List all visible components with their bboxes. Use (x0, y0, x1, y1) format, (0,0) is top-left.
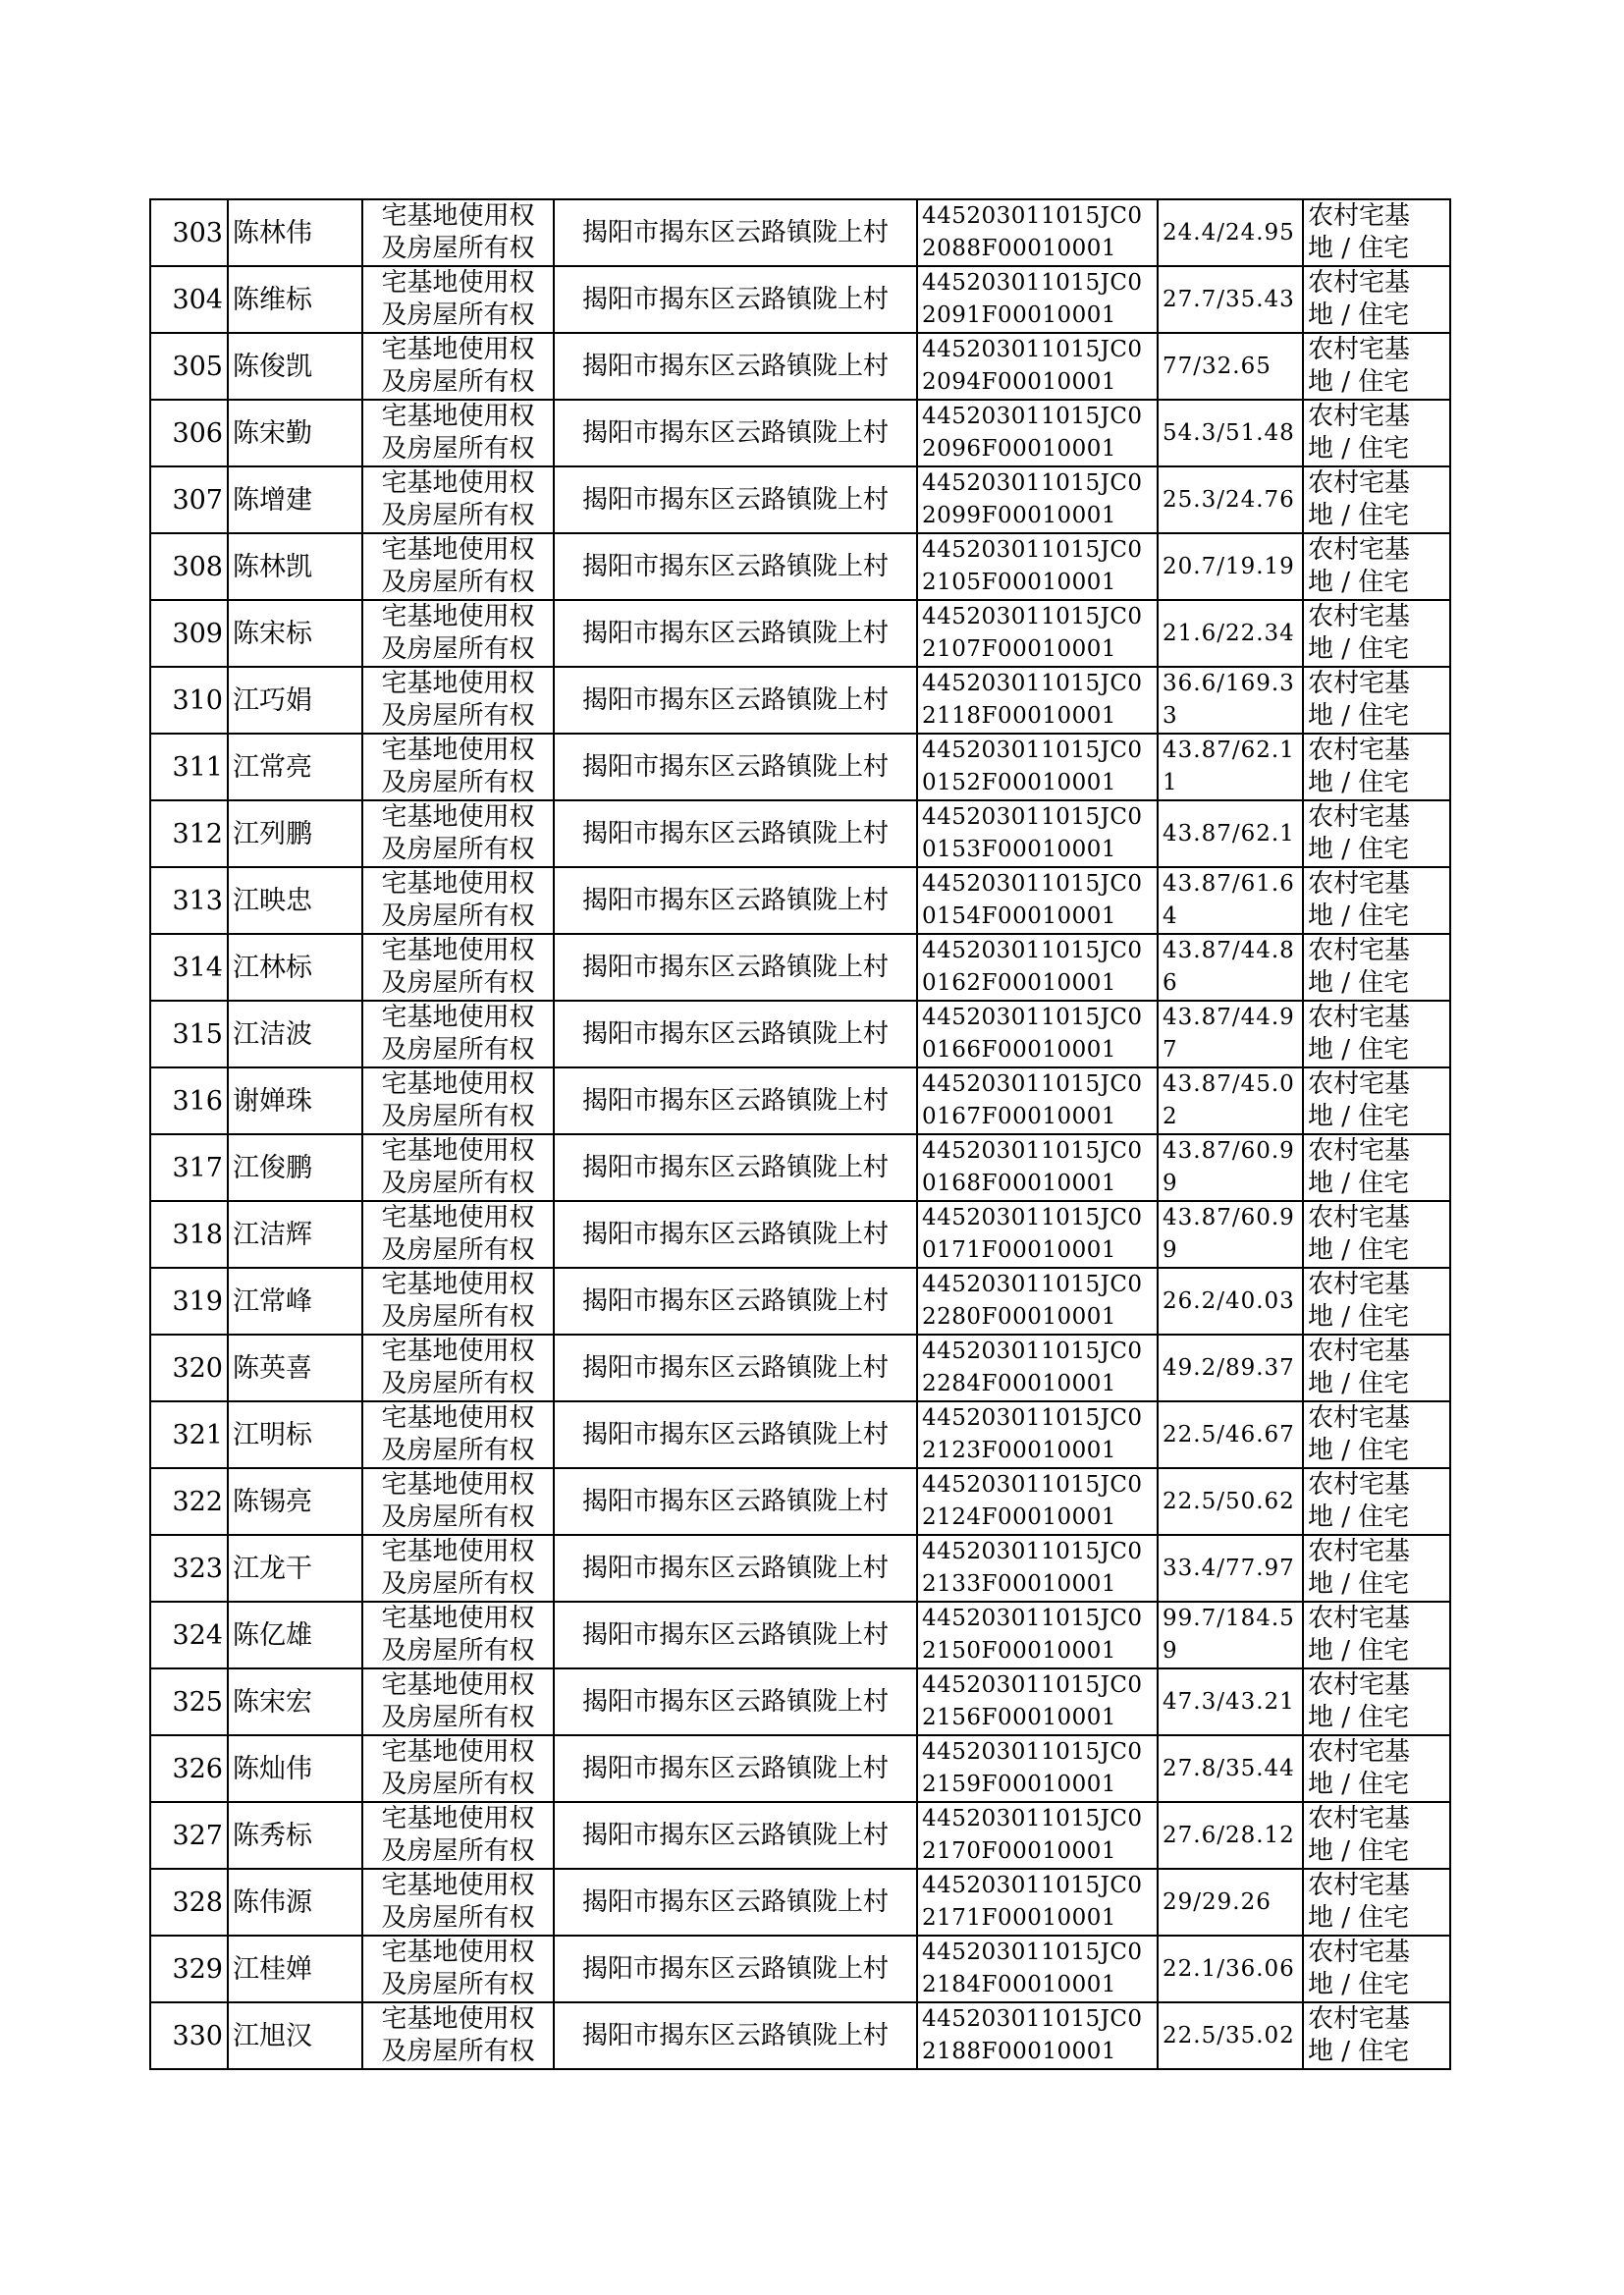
table-row (150, 800, 1450, 867)
table-row (150, 934, 1450, 1001)
location-cell: 揭阳市揭东区云路镇陇上村 (554, 400, 917, 466)
land-use-cell: 农村宅基 地 / 住宅 (1303, 266, 1450, 333)
area-cell: 43.87/61.64 (1158, 867, 1303, 934)
record-number-cell: 324 (150, 1602, 228, 1668)
location-cell: 揭阳市揭东区云路镇陇上村 (554, 867, 917, 934)
owner-name-cell: 江常亮 (228, 734, 362, 800)
unit-code-cell: 445203011015JC02099F00010001 (917, 466, 1158, 533)
location-cell: 揭阳市揭东区云路镇陇上村 (554, 266, 917, 333)
record-number-cell: 309 (150, 600, 228, 667)
land-use-cell: 农村宅基 地 / 住宅 (1303, 466, 1450, 533)
area-cell: 20.7/19.19 (1158, 533, 1303, 600)
owner-name-cell: 陈林伟 (228, 199, 362, 266)
table-row (150, 1134, 1450, 1201)
location-cell: 揭阳市揭东区云路镇陇上村 (554, 199, 917, 266)
table-row (150, 466, 1450, 533)
unit-code-cell: 445203011015JC02150F00010001 (917, 1602, 1158, 1668)
right-type-cell: 宅基地使用权 及房屋所有权 (362, 1268, 554, 1335)
land-use-cell: 农村宅基 地 / 住宅 (1303, 600, 1450, 667)
area-cell: 21.6/22.34 (1158, 600, 1303, 667)
record-number-cell: 308 (150, 533, 228, 600)
location-cell: 揭阳市揭东区云路镇陇上村 (554, 734, 917, 800)
owner-name-cell: 陈伟源 (228, 1869, 362, 1936)
right-type-cell: 宅基地使用权 及房屋所有权 (362, 1735, 554, 1802)
right-type-cell: 宅基地使用权 及房屋所有权 (362, 867, 554, 934)
record-number-cell: 320 (150, 1335, 228, 1401)
location-cell: 揭阳市揭东区云路镇陇上村 (554, 1735, 917, 1802)
right-type-cell: 宅基地使用权 及房屋所有权 (362, 533, 554, 600)
record-number-cell: 323 (150, 1535, 228, 1602)
record-number-cell: 305 (150, 333, 228, 400)
location-cell: 揭阳市揭东区云路镇陇上村 (554, 1468, 917, 1535)
unit-code-cell: 445203011015JC02280F00010001 (917, 1268, 1158, 1335)
record-number-cell: 327 (150, 1802, 228, 1869)
table-row (150, 1468, 1450, 1535)
unit-code-cell: 445203011015JC02184F00010001 (917, 1936, 1158, 2002)
unit-code-cell: 445203011015JC00166F00010001 (917, 1001, 1158, 1067)
owner-name-cell: 陈宋标 (228, 600, 362, 667)
table-body (150, 199, 1450, 2069)
land-use-cell: 农村宅基 地 / 住宅 (1303, 1735, 1450, 1802)
land-use-cell: 农村宅基 地 / 住宅 (1303, 1335, 1450, 1401)
right-type-cell: 宅基地使用权 及房屋所有权 (362, 934, 554, 1001)
area-cell: 22.5/35.02 (1158, 2002, 1303, 2069)
record-number-cell: 321 (150, 1401, 228, 1468)
land-use-cell: 农村宅基 地 / 住宅 (1303, 867, 1450, 934)
land-use-cell: 农村宅基 地 / 住宅 (1303, 199, 1450, 266)
table-row (150, 1067, 1450, 1134)
area-cell: 29/29.26 (1158, 1869, 1303, 1936)
right-type-cell: 宅基地使用权 及房屋所有权 (362, 1535, 554, 1602)
owner-name-cell: 江列鹏 (228, 800, 362, 867)
owner-name-cell: 陈灿伟 (228, 1735, 362, 1802)
table-row (150, 734, 1450, 800)
record-number-cell: 326 (150, 1735, 228, 1802)
location-cell: 揭阳市揭东区云路镇陇上村 (554, 1268, 917, 1335)
table-row (150, 1268, 1450, 1335)
unit-code-cell: 445203011015JC02105F00010001 (917, 533, 1158, 600)
location-cell: 揭阳市揭东区云路镇陇上村 (554, 667, 917, 734)
table-row (150, 199, 1450, 266)
right-type-cell: 宅基地使用权 及房屋所有权 (362, 1802, 554, 1869)
right-type-cell: 宅基地使用权 及房屋所有权 (362, 1335, 554, 1401)
land-use-cell: 农村宅基 地 / 住宅 (1303, 1802, 1450, 1869)
land-use-cell: 农村宅基 地 / 住宅 (1303, 1134, 1450, 1201)
location-cell: 揭阳市揭东区云路镇陇上村 (554, 1134, 917, 1201)
location-cell: 揭阳市揭东区云路镇陇上村 (554, 600, 917, 667)
area-cell: 77/32.65 (1158, 333, 1303, 400)
area-cell: 43.87/62.1 (1158, 800, 1303, 867)
owner-name-cell: 陈宋勤 (228, 400, 362, 466)
record-number-cell: 319 (150, 1268, 228, 1335)
right-type-cell: 宅基地使用权 及房屋所有权 (362, 1134, 554, 1201)
land-use-cell: 农村宅基 地 / 住宅 (1303, 533, 1450, 600)
unit-code-cell: 445203011015JC00162F00010001 (917, 934, 1158, 1001)
record-number-cell: 306 (150, 400, 228, 466)
area-cell: 22.5/50.62 (1158, 1468, 1303, 1535)
table-row (150, 600, 1450, 667)
right-type-cell: 宅基地使用权 及房屋所有权 (362, 800, 554, 867)
location-cell: 揭阳市揭东区云路镇陇上村 (554, 1201, 917, 1268)
owner-name-cell: 江桂婵 (228, 1936, 362, 2002)
location-cell: 揭阳市揭东区云路镇陇上村 (554, 1335, 917, 1401)
right-type-cell: 宅基地使用权 及房屋所有权 (362, 1001, 554, 1067)
area-cell: 99.7/184.59 (1158, 1602, 1303, 1668)
right-type-cell: 宅基地使用权 及房屋所有权 (362, 667, 554, 734)
right-type-cell: 宅基地使用权 及房屋所有权 (362, 1067, 554, 1134)
record-number-cell: 329 (150, 1936, 228, 2002)
owner-name-cell: 江龙干 (228, 1535, 362, 1602)
table-row (150, 1401, 1450, 1468)
table-row (150, 2002, 1450, 2069)
land-use-cell: 农村宅基 地 / 住宅 (1303, 1668, 1450, 1735)
location-cell: 揭阳市揭东区云路镇陇上村 (554, 1067, 917, 1134)
land-use-cell: 农村宅基 地 / 住宅 (1303, 1936, 1450, 2002)
owner-name-cell: 陈亿雄 (228, 1602, 362, 1668)
land-use-cell: 农村宅基 地 / 住宅 (1303, 1535, 1450, 1602)
area-cell: 54.3/51.48 (1158, 400, 1303, 466)
right-type-cell: 宅基地使用权 及房屋所有权 (362, 734, 554, 800)
land-use-cell: 农村宅基 地 / 住宅 (1303, 1201, 1450, 1268)
unit-code-cell: 445203011015JC00167F00010001 (917, 1067, 1158, 1134)
unit-code-cell: 445203011015JC02124F00010001 (917, 1468, 1158, 1535)
owner-name-cell: 江巧娟 (228, 667, 362, 734)
area-cell: 24.4/24.95 (1158, 199, 1303, 266)
record-number-cell: 316 (150, 1067, 228, 1134)
location-cell: 揭阳市揭东区云路镇陇上村 (554, 1936, 917, 2002)
land-use-cell: 农村宅基 地 / 住宅 (1303, 1001, 1450, 1067)
land-use-cell: 农村宅基 地 / 住宅 (1303, 667, 1450, 734)
right-type-cell: 宅基地使用权 及房屋所有权 (362, 2002, 554, 2069)
location-cell: 揭阳市揭东区云路镇陇上村 (554, 333, 917, 400)
unit-code-cell: 445203011015JC02123F00010001 (917, 1401, 1158, 1468)
area-cell: 43.87/45.02 (1158, 1067, 1303, 1134)
location-cell: 揭阳市揭东区云路镇陇上村 (554, 1401, 917, 1468)
unit-code-cell: 445203011015JC02088F00010001 (917, 199, 1158, 266)
right-type-cell: 宅基地使用权 及房屋所有权 (362, 199, 554, 266)
table-row (150, 400, 1450, 466)
right-type-cell: 宅基地使用权 及房屋所有权 (362, 400, 554, 466)
record-number-cell: 330 (150, 2002, 228, 2069)
property-rights-table (149, 198, 1451, 2070)
location-cell: 揭阳市揭东区云路镇陇上村 (554, 2002, 917, 2069)
land-use-cell: 农村宅基 地 / 住宅 (1303, 1468, 1450, 1535)
location-cell: 揭阳市揭东区云路镇陇上村 (554, 466, 917, 533)
table-row (150, 1936, 1450, 2002)
table-row (150, 333, 1450, 400)
area-cell: 49.2/89.37 (1158, 1335, 1303, 1401)
table-row (150, 1735, 1450, 1802)
owner-name-cell: 江旭汉 (228, 2002, 362, 2069)
area-cell: 43.87/44.86 (1158, 934, 1303, 1001)
record-number-cell: 314 (150, 934, 228, 1001)
right-type-cell: 宅基地使用权 及房屋所有权 (362, 1869, 554, 1936)
unit-code-cell: 445203011015JC02091F00010001 (917, 266, 1158, 333)
unit-code-cell: 445203011015JC02107F00010001 (917, 600, 1158, 667)
right-type-cell: 宅基地使用权 及房屋所有权 (362, 466, 554, 533)
record-number-cell: 318 (150, 1201, 228, 1268)
record-number-cell: 303 (150, 199, 228, 266)
area-cell: 22.1/36.06 (1158, 1936, 1303, 2002)
right-type-cell: 宅基地使用权 及房屋所有权 (362, 1936, 554, 2002)
land-use-cell: 农村宅基 地 / 住宅 (1303, 400, 1450, 466)
area-cell: 43.87/60.99 (1158, 1134, 1303, 1201)
land-use-cell: 农村宅基 地 / 住宅 (1303, 934, 1450, 1001)
unit-code-cell: 445203011015JC00168F00010001 (917, 1134, 1158, 1201)
unit-code-cell: 445203011015JC02170F00010001 (917, 1802, 1158, 1869)
area-cell: 33.4/77.97 (1158, 1535, 1303, 1602)
right-type-cell: 宅基地使用权 及房屋所有权 (362, 1602, 554, 1668)
unit-code-cell: 445203011015JC00153F00010001 (917, 800, 1158, 867)
owner-name-cell: 陈秀标 (228, 1802, 362, 1869)
location-cell: 揭阳市揭东区云路镇陇上村 (554, 1602, 917, 1668)
table-row (150, 867, 1450, 934)
land-use-cell: 农村宅基 地 / 住宅 (1303, 800, 1450, 867)
table-row (150, 1602, 1450, 1668)
location-cell: 揭阳市揭东区云路镇陇上村 (554, 1668, 917, 1735)
land-use-cell: 农村宅基 地 / 住宅 (1303, 333, 1450, 400)
table-row (150, 667, 1450, 734)
location-cell: 揭阳市揭东区云路镇陇上村 (554, 1001, 917, 1067)
owner-name-cell: 江明标 (228, 1401, 362, 1468)
record-number-cell: 313 (150, 867, 228, 934)
unit-code-cell: 445203011015JC02156F00010001 (917, 1668, 1158, 1735)
unit-code-cell: 445203011015JC00152F00010001 (917, 734, 1158, 800)
owner-name-cell: 江洁波 (228, 1001, 362, 1067)
table-row (150, 1001, 1450, 1067)
unit-code-cell: 445203011015JC02094F00010001 (917, 333, 1158, 400)
unit-code-cell: 445203011015JC00154F00010001 (917, 867, 1158, 934)
record-number-cell: 315 (150, 1001, 228, 1067)
owner-name-cell: 陈俊凯 (228, 333, 362, 400)
land-use-cell: 农村宅基 地 / 住宅 (1303, 1268, 1450, 1335)
area-cell: 43.87/60.99 (1158, 1201, 1303, 1268)
land-use-cell: 农村宅基 地 / 住宅 (1303, 1869, 1450, 1936)
location-cell: 揭阳市揭东区云路镇陇上村 (554, 1869, 917, 1936)
area-cell: 47.3/43.21 (1158, 1668, 1303, 1735)
record-number-cell: 310 (150, 667, 228, 734)
unit-code-cell: 445203011015JC02188F00010001 (917, 2002, 1158, 2069)
right-type-cell: 宅基地使用权 及房屋所有权 (362, 600, 554, 667)
location-cell: 揭阳市揭东区云路镇陇上村 (554, 800, 917, 867)
land-use-cell: 农村宅基 地 / 住宅 (1303, 1067, 1450, 1134)
right-type-cell: 宅基地使用权 及房屋所有权 (362, 1201, 554, 1268)
right-type-cell: 宅基地使用权 及房屋所有权 (362, 266, 554, 333)
area-cell: 36.6/169.33 (1158, 667, 1303, 734)
record-number-cell: 312 (150, 800, 228, 867)
table-row (150, 1335, 1450, 1401)
unit-code-cell: 445203011015JC02096F00010001 (917, 400, 1158, 466)
table-row (150, 533, 1450, 600)
right-type-cell: 宅基地使用权 及房屋所有权 (362, 1668, 554, 1735)
owner-name-cell: 陈增建 (228, 466, 362, 533)
owner-name-cell: 陈锡亮 (228, 1468, 362, 1535)
area-cell: 27.6/28.12 (1158, 1802, 1303, 1869)
owner-name-cell: 陈维标 (228, 266, 362, 333)
location-cell: 揭阳市揭东区云路镇陇上村 (554, 1535, 917, 1602)
owner-name-cell: 江洁辉 (228, 1201, 362, 1268)
table-row (150, 1869, 1450, 1936)
owner-name-cell: 江常峰 (228, 1268, 362, 1335)
land-use-cell: 农村宅基 地 / 住宅 (1303, 1401, 1450, 1468)
location-cell: 揭阳市揭东区云路镇陇上村 (554, 1802, 917, 1869)
right-type-cell: 宅基地使用权 及房屋所有权 (362, 1468, 554, 1535)
record-number-cell: 317 (150, 1134, 228, 1201)
owner-name-cell: 陈林凯 (228, 533, 362, 600)
location-cell: 揭阳市揭东区云路镇陇上村 (554, 934, 917, 1001)
unit-code-cell: 445203011015JC02118F00010001 (917, 667, 1158, 734)
owner-name-cell: 谢婵珠 (228, 1067, 362, 1134)
unit-code-cell: 445203011015JC02284F00010001 (917, 1335, 1158, 1401)
unit-code-cell: 445203011015JC02171F00010001 (917, 1869, 1158, 1936)
unit-code-cell: 445203011015JC00171F00010001 (917, 1201, 1158, 1268)
table-row (150, 1535, 1450, 1602)
area-cell: 43.87/44.97 (1158, 1001, 1303, 1067)
owner-name-cell: 陈宋宏 (228, 1668, 362, 1735)
unit-code-cell: 445203011015JC02159F00010001 (917, 1735, 1158, 1802)
record-number-cell: 304 (150, 266, 228, 333)
owner-name-cell: 陈英喜 (228, 1335, 362, 1401)
right-type-cell: 宅基地使用权 及房屋所有权 (362, 1401, 554, 1468)
record-number-cell: 311 (150, 734, 228, 800)
area-cell: 43.87/62.11 (1158, 734, 1303, 800)
land-use-cell: 农村宅基 地 / 住宅 (1303, 734, 1450, 800)
record-number-cell: 325 (150, 1668, 228, 1735)
location-cell: 揭阳市揭东区云路镇陇上村 (554, 533, 917, 600)
owner-name-cell: 江林标 (228, 934, 362, 1001)
land-use-cell: 农村宅基 地 / 住宅 (1303, 1602, 1450, 1668)
owner-name-cell: 江俊鹏 (228, 1134, 362, 1201)
record-number-cell: 328 (150, 1869, 228, 1936)
area-cell: 22.5/46.67 (1158, 1401, 1303, 1468)
unit-code-cell: 445203011015JC02133F00010001 (917, 1535, 1158, 1602)
record-number-cell: 307 (150, 466, 228, 533)
area-cell: 26.2/40.03 (1158, 1268, 1303, 1335)
owner-name-cell: 江映忠 (228, 867, 362, 934)
land-use-cell: 农村宅基 地 / 住宅 (1303, 2002, 1450, 2069)
right-type-cell: 宅基地使用权 及房屋所有权 (362, 333, 554, 400)
record-number-cell: 322 (150, 1468, 228, 1535)
table-row (150, 1802, 1450, 1869)
table-row (150, 266, 1450, 333)
area-cell: 27.8/35.44 (1158, 1735, 1303, 1802)
area-cell: 25.3/24.76 (1158, 466, 1303, 533)
table-row (150, 1201, 1450, 1268)
table-row (150, 1668, 1450, 1735)
area-cell: 27.7/35.43 (1158, 266, 1303, 333)
